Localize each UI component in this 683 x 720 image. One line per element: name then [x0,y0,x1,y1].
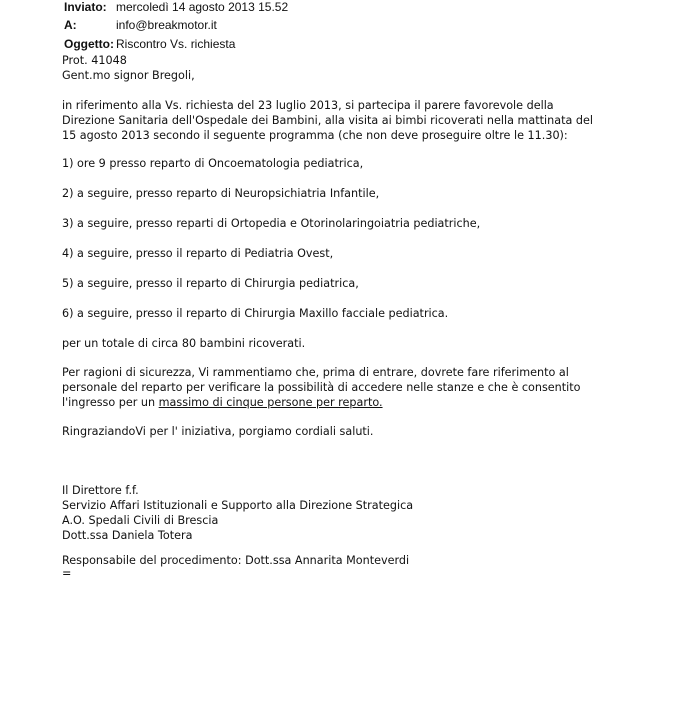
subject-row [64,37,236,51]
signature-line: Servizio Affari Istituzionali e Supporto alla Direzione Strategica [62,499,414,512]
intro-line: Direzione Sanitaria dell'Ospedale dei Bambini, alla visita ai bimbi ricoverati nella mattinata del [62,114,593,127]
intro-line: in riferimento alla Vs. richiesta del 23 luglio 2013, si partecipa il parere favorevole della [62,99,554,112]
max-people-underlined: massimo di cinque persone per reparto. [158,396,383,409]
intro-line: 15 agosto 2013 secondo il seguente programma (che non deve proseguire oltre le 11.30): [62,129,568,142]
program-item: 3) a seguire, presso reparti di Ortopedia e Otorinolaringoiatria pediatriche, [62,217,481,230]
signature-line: Il Direttore f.f. [62,484,139,497]
trailing-mark: = [62,567,72,580]
salutation: Gent.mo signor Bregoli, [62,69,195,82]
subject-value: Riscontro Vs. richiesta [116,37,236,51]
responsible-person: Responsabile del procedimento: Dott.ssa Annarita Monteverdi [62,554,410,567]
total-children: per un totale di circa 80 bambini ricoverati. [62,337,306,350]
protocol-number: Prot. 41048 [62,54,127,67]
safety-line [62,395,383,410]
to-row [64,18,217,32]
safety-line-prefix: l'ingresso per un [62,396,159,409]
program-item: 1) ore 9 presso reparto di Oncoematologia pediatrica, [62,157,364,170]
safety-line: personale del reparto per verificare la possibilità di accedere nelle stanze e che è consentito [62,381,581,394]
sent-value: mercoledì 14 agosto 2013 15.52 [116,0,289,14]
program-item: 6) a seguire, presso il reparto di Chirurgia Maxillo facciale pediatrica. [62,307,449,320]
program-item: 5) a seguire, presso il reparto di Chirurgia pediatrica, [62,277,359,290]
to-label: A: [64,18,77,32]
to-value[interactable]: info@breakmotor.it [116,18,217,32]
subject-label: Oggetto: [64,37,114,51]
sent-row [64,0,289,14]
signature-line: A.O. Spedali Civili di Brescia [62,514,219,527]
program-item: 2) a seguire, presso reparto di Neuropsichiatria Infantile, [62,187,380,200]
program-item: 4) a seguire, presso il reparto di Pediatria Ovest, [62,247,334,260]
signature-line: Dott.ssa Daniela Totera [62,529,193,542]
sent-label: Inviato: [64,0,107,14]
closing: RingraziandoVi per l' iniziativa, porgiamo cordiali saluti. [62,425,374,438]
safety-line: Per ragioni di sicurezza, Vi rammentiamo che, prima di entrare, dovrete fare riferimento al [62,366,569,379]
